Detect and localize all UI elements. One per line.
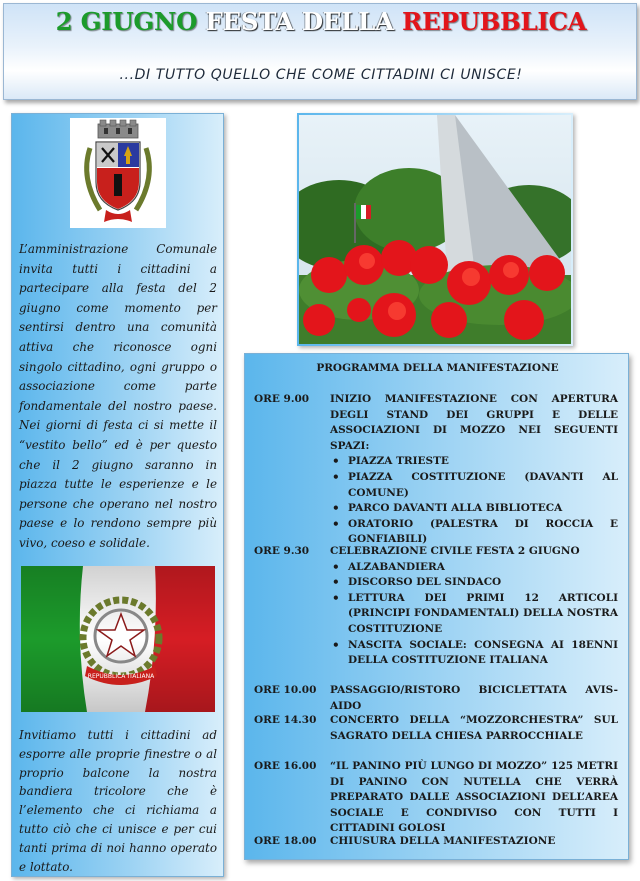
- municipal-coat-of-arms-icon: [70, 118, 166, 228]
- list-item: • NASCITA SOCIALE: CONSEGNA AI 18ENNI DELLA COSTITUZIONE ITALIANA: [330, 638, 618, 669]
- title-part-festa: FESTA DELLA: [205, 7, 394, 36]
- entry-text: PASSAGGIO/RISTORO BICICLETTATA AVIS-AIDO: [330, 684, 618, 712]
- entry-description: [330, 392, 618, 548]
- entry-list: [330, 560, 618, 669]
- program-panel: [244, 353, 629, 860]
- list-item: • ALZABANDIERA: [330, 560, 618, 576]
- entry-time: ORE 9.00: [254, 393, 310, 405]
- list-item: • DISCORSO DEL SINDACO: [330, 575, 618, 591]
- list-item: • LETTURA DEI PRIMI 12 ARTICOLI (PRINCIPI FONDAMENTALI) DELLA NOSTRA COSTITUZIONE: [330, 591, 618, 638]
- page-title: [4, 7, 638, 36]
- list-item: • PIAZZA COSTITUZIONE (DAVANTI AL COMUNE): [330, 470, 618, 501]
- entry-time: ORE 10.00: [254, 684, 317, 696]
- title-part-date: 2 GIUGNO: [55, 7, 198, 36]
- entry-text: CHIUSURA DELLA MANIFESTAZIONE: [330, 835, 556, 847]
- page-subtitle: ...DI TUTTO QUELLO CHE COME CITTADINI CI UNISCE!: [119, 67, 523, 83]
- title-part-repubblica: REPUBBLICA: [401, 7, 587, 36]
- entry-time: ORE 16.00: [254, 760, 317, 772]
- list-item: • PIAZZA TRIESTE: [330, 454, 618, 470]
- list-item: • PARCO DAVANTI ALLA BIBLIOTECA: [330, 501, 618, 517]
- monument-flowers-photo: [299, 115, 571, 344]
- italian-flag-emblem-image: [21, 566, 215, 712]
- flag-invitation-paragraph: Invitiamo tutti i cittadini ad esporre alle proprie finestre o al proprio balcone la nostra bandiera tricolore che è l’elemento che ci richiama a tutto ciò che ci unisce e per cui tanti prima di noi hanno operato e lottato.: [19, 728, 217, 874]
- entry-text: CELEBRAZIONE CIVILE FESTA 2 GIUGNO: [330, 545, 580, 557]
- header-banner: [3, 3, 637, 100]
- invitation-paragraph: L’amministrazione Comunale invita tutti i cittadini a partecipare alla festa del 2 giugno come momento per sentirsi dentro una comunità attiva che riconosce ogni singolo cittadino, ogni gruppo o associazione come parte fondamentale del nostro paese. Nei giorni di festa ci si mette il “vestito bello” ed è per questo che il 2 giugno saranno in piazza tutte le esperienze e le persone che operano nel nostro paese e lo rendono sempre più vivo, coeso e solidale.: [19, 242, 217, 550]
- emblem-ribbon-text: REPUBBLICA ITALIANA: [87, 673, 155, 680]
- entry-time: ORE 9.30: [254, 545, 310, 557]
- entry-list: [330, 454, 618, 548]
- entry-description: [330, 544, 618, 669]
- entry-time: ORE 14.30: [254, 714, 317, 726]
- entry-text: CONCERTO DELLA “MOZZORCHESTRA” SUL SAGRATO DELLA CHIESA PARROCCHIALE: [330, 714, 618, 742]
- program-heading: PROGRAMMA DELLA MANIFESTAZIONE: [316, 362, 559, 374]
- entry-text: INIZIO MANIFESTAZIONE CON APERTURA DEGLI STAND DEI GRUPPI E DELLE ASSOCIAZIONI DI MOZZO NEI SEGUENTI SPAZI:: [330, 393, 618, 452]
- entry-time: ORE 18.00: [254, 835, 317, 847]
- list-item: • ORATORIO (PALESTRA DI ROCCIA E GONFIABILI): [330, 517, 618, 548]
- entry-text: “IL PANINO PIÙ LUNGO DI MOZZO” 125 METRI DI PANINO CON NUTELLA CHE VERRÀ PREPARATO DALLE ASSOCIAZIONI DELL’AREA SOCIALE E CONDIVISO CON TUTTI I CITTADINI GOLOSI: [330, 760, 618, 835]
